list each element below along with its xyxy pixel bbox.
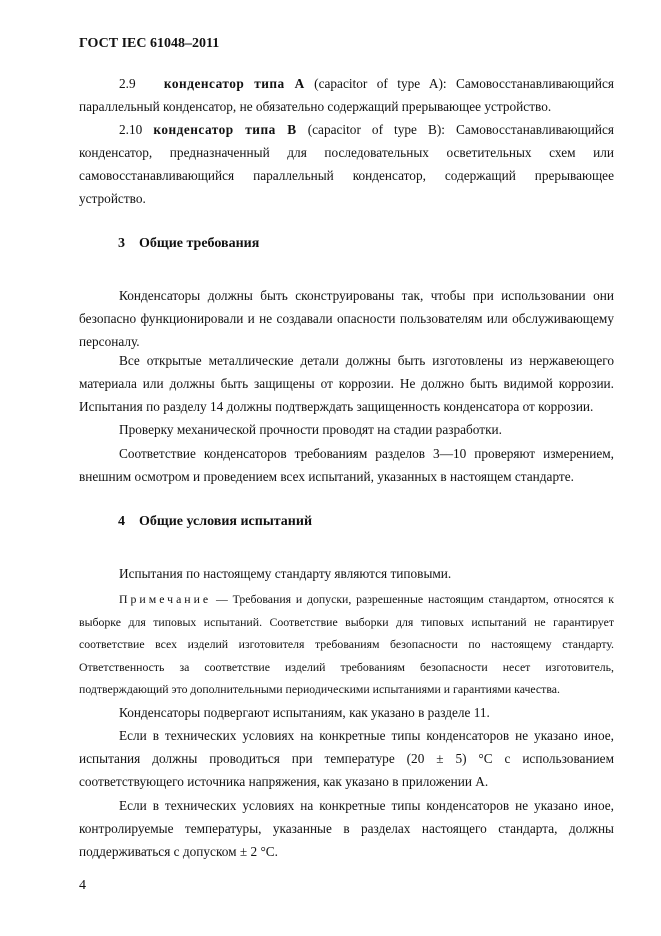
note: [79, 588, 614, 701]
section-title: Общие требования: [139, 236, 260, 251]
paragraph: Конденсаторы подвергают испытаниям, как указано в разделе 11.: [119, 705, 490, 720]
document-header: ГОСТ IEC 61048–2011: [79, 36, 220, 51]
paragraph: Если в технических условиях на конкретные типы конденсаторов не указано иное, контролируемые температуры, указанные в разделах настоящего стандарта, должны поддерживаться с допуском ± 2 °С.: [79, 798, 614, 859]
paragraph: Если в технических условиях на конкретные типы конденсаторов не указано иное, испытания должны проводиться при температуре (20 ± 5) °С с использованием соответствующего источника напряжения, как указано в приложении А.: [79, 728, 614, 789]
section-number: 4: [118, 514, 125, 529]
paragraph: Соответствие конденсаторов требованиям разделов 3—10 проверяют измерением, внешним осмотром и проведением всех испытаний, указанных в настоящем стандарте.: [79, 446, 614, 484]
section-title: Общие условия испытаний: [139, 514, 313, 529]
definition-2-9: [79, 72, 614, 118]
paragraph: Проверку механической прочности проводят на стадии разработки.: [119, 422, 502, 437]
note-label: Примечание: [119, 592, 212, 606]
definition-number: 2.9: [119, 76, 136, 91]
definition-2-10: [79, 118, 614, 210]
paragraph: Конденсаторы должны быть сконструированы так, чтобы при использовании они безопасно функционировали и не создавали опасности пользователям или обслуживающему персоналу.: [79, 288, 614, 349]
definition-number: 2.10: [119, 122, 143, 137]
page-number: 4: [79, 878, 86, 893]
note-text: — Требования и допуски, разрешенные настоящим стандартом, относятся к выборке для типовых испытаний. Соответствие выборки для типовых испытаний не гарантирует соответствие всех изделий изготовителя требованиям безопасности по настоящему стандарту. Ответственность за соответствие изделий требованиям безопасности несет изготовитель, подтверждающий это дополнительными периодическими испытаниями и гарантиями качества.: [79, 592, 614, 696]
definition-term: конденсатор типа А: [163, 76, 305, 91]
section-4-heading: [118, 514, 312, 530]
definition-text: (capacitor of type A): Самовосстанавливающийся параллельный конденсатор, не обязательно содержащий прерывающее устройство.: [79, 76, 614, 114]
section-number: 3: [118, 236, 125, 251]
section-3-heading: [118, 236, 259, 252]
paragraph: Испытания по настоящему стандарту являются типовыми.: [119, 566, 452, 581]
definition-text: (capacitor of type B): Самовосстанавливающийся конденсатор, предназначенный для последовательных осветительных схем или самовосстанавливающийся параллельный конденсатор, содержащий прерывающее устройство.: [79, 122, 615, 206]
definition-term: конденсатор типа В: [153, 122, 297, 137]
paragraph: Все открытые металлические детали должны быть изготовлены из нержавеющего материала или должны быть защищены от коррозии. Не должно быть видимой коррозии. Испытания по разделу 14 должны подтверждать защищенность конденсатора от коррозии.: [79, 353, 614, 414]
